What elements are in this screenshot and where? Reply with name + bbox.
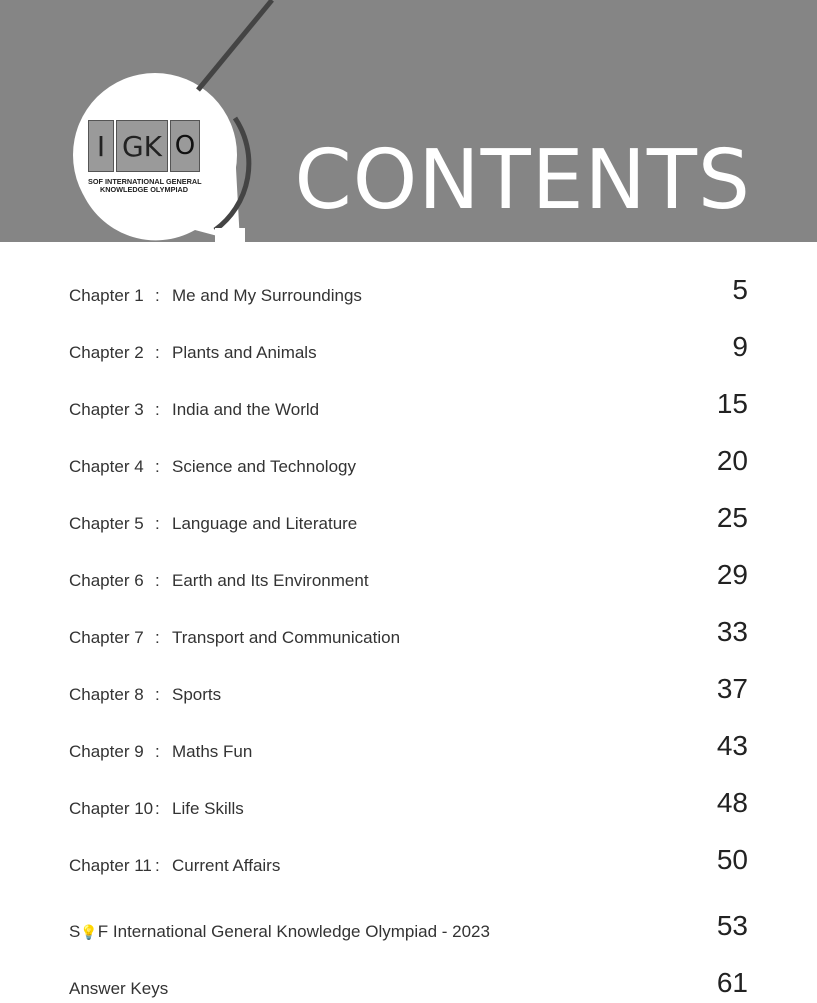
chapter-label: Chapter 1 [69, 286, 144, 305]
chapter-title: Earth and Its Environment [172, 571, 369, 590]
toc-row-answer-keys[interactable] [69, 963, 748, 1003]
chapter-label: Chapter 11 [69, 856, 152, 875]
separator: : [155, 457, 160, 476]
sof-paper-label: S💡F International General Knowledge Olympiad - 2023 [69, 922, 490, 941]
page-number: 25 [716, 502, 748, 533]
toc-row[interactable] [69, 498, 748, 538]
toc-row[interactable] [69, 726, 748, 766]
lightbulb-icon: 💡 [80, 924, 98, 940]
logo-letter-i: I [88, 120, 114, 172]
page-number: 5 [732, 274, 748, 305]
page-number: 53 [716, 910, 748, 941]
logo-subtitle: SOF INTERNATIONAL GENERAL KNOWLEDGE OLYMPIAD [88, 177, 202, 194]
toc-row[interactable] [69, 612, 748, 652]
logo-bulb-box [170, 120, 200, 172]
chapter-title: Language and Literature [172, 514, 358, 533]
chapter-title: India and the World [172, 400, 320, 419]
chapter-label: Chapter 9 [69, 742, 144, 761]
chapter-title: Current Affairs [172, 856, 281, 875]
toc-row[interactable] [69, 783, 748, 823]
chapter-label: Chapter 4 [69, 457, 144, 476]
page-number: 20 [716, 445, 748, 476]
page-number: 9 [732, 331, 748, 362]
separator: : [155, 799, 160, 818]
separator: : [155, 628, 160, 647]
chapter-title: Maths Fun [172, 742, 253, 761]
page-number: 43 [716, 730, 748, 761]
chapter-label: Chapter 10 [69, 799, 154, 818]
separator: : [155, 856, 160, 875]
chapter-label: Chapter 6 [69, 571, 144, 590]
chapter-title: Plants and Animals [172, 343, 317, 362]
separator: : [155, 514, 160, 533]
page-number: 48 [716, 787, 748, 818]
separator: : [155, 571, 160, 590]
chapter-title: Sports [172, 685, 222, 704]
chapter-label: Chapter 3 [69, 400, 144, 419]
toc-row[interactable] [69, 270, 748, 310]
page-number: 15 [716, 388, 748, 419]
chapter-label: Chapter 7 [69, 628, 144, 647]
header-band [0, 0, 817, 242]
page-number: 50 [716, 844, 748, 875]
chapter-title: Transport and Communication [172, 628, 401, 647]
toc-row[interactable] [69, 669, 748, 709]
page-number: 29 [716, 559, 748, 590]
separator: : [155, 400, 160, 419]
igko-logo [88, 120, 200, 194]
separator: : [155, 343, 160, 362]
logo-letters-gk: GK [116, 120, 168, 172]
toc-row[interactable] [69, 840, 748, 880]
toc-row[interactable] [69, 384, 748, 424]
toc-row-sof-paper[interactable] [69, 906, 748, 946]
page-title: CONTENTS [294, 133, 751, 228]
chapter-label: Chapter 5 [69, 514, 144, 533]
chapter-title: Science and Technology [172, 457, 356, 476]
toc-row[interactable] [69, 441, 748, 481]
answer-keys-label: Answer Keys [69, 979, 169, 998]
page-number: 33 [716, 616, 748, 647]
toc-row[interactable] [69, 555, 748, 595]
page-number: 37 [716, 673, 748, 704]
chapter-label: Chapter 2 [69, 343, 144, 362]
chapter-title: Life Skills [172, 799, 244, 818]
separator: : [155, 742, 160, 761]
page-number: 61 [716, 967, 748, 998]
chapter-title: Me and My Surroundings [172, 286, 362, 305]
lightbulb-icon: O [174, 131, 196, 161]
chapter-label: Chapter 8 [69, 685, 144, 704]
toc-row[interactable] [69, 327, 748, 367]
separator: : [155, 685, 160, 704]
separator: : [155, 286, 160, 305]
